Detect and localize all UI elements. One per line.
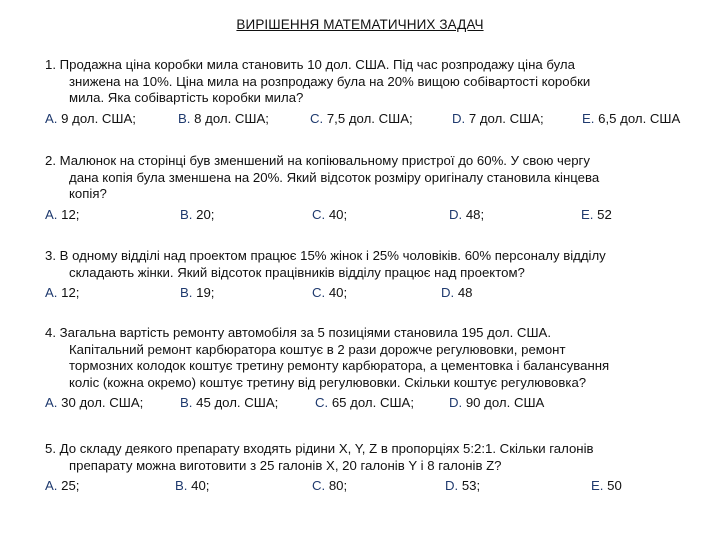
answer-b[interactable]: B. 8 дол. США; [178, 110, 269, 126]
question-text [45, 325, 695, 391]
problem-2 [45, 153, 695, 225]
question-line: дана копія була зменшена на 20%. Який відсоток розміру оригіналу становила кінцева [69, 169, 600, 185]
question-line: Капітальний ремонт карбюратора коштує в 2 рази дорожче регулювовки, ремонт [69, 341, 566, 357]
answer-b[interactable]: B. 40; [175, 478, 210, 493]
answer-b[interactable]: B. 45 дол. США; [180, 395, 279, 410]
answer-a[interactable]: A. 30 дол. США; [45, 395, 144, 410]
answer-a[interactable]: A. 12; [45, 206, 80, 222]
answer-c[interactable]: C. 65 дол. США; [315, 395, 415, 410]
question-line: мила. Яка собівартість коробки мила? [69, 90, 304, 105]
answer-b[interactable]: B. 19; [180, 285, 215, 300]
problem-5 [45, 441, 695, 496]
question-line: препарату можна виготовити з 25 галонів X, 20 галонів Y і 8 галонів Z? [69, 457, 502, 473]
problem-3 [45, 248, 695, 303]
question-line: 5. До складу деякого препарату входять рідини X, Y, Z в пропорціях 5:2:1. Скільки галонів [45, 441, 594, 456]
answer-d[interactable]: D. 48; [449, 206, 485, 222]
question-line: 4. Загальна вартість ремонту автомобіля за 5 позиціями становила 195 дол. США. [45, 325, 551, 340]
answer-c[interactable]: C. 40; [312, 285, 348, 300]
answer-c[interactable]: C. 40; [312, 206, 348, 222]
answer-e[interactable]: E. 52 [581, 206, 612, 222]
answer-a[interactable]: A. 9 дол. США; [45, 110, 136, 126]
question-text [45, 153, 695, 203]
answer-c[interactable]: C. 80; [312, 478, 348, 493]
answer-d[interactable]: D. 7 дол. США; [452, 110, 544, 126]
answer-options [45, 395, 695, 413]
answer-options [45, 207, 695, 225]
page-title: ВИРІШЕННЯ МАТЕМАТИЧНИХ ЗАДАЧ [236, 17, 484, 32]
question-line: складають жінки. Який відсоток працівників відділу працює над проектом? [69, 264, 525, 280]
answer-a[interactable]: A. 12; [45, 285, 80, 300]
answer-e[interactable]: E. 6,5 дол. США [582, 110, 681, 126]
answer-a[interactable]: A. 25; [45, 478, 80, 493]
answer-d[interactable]: D. 48 [441, 285, 473, 300]
question-text [45, 441, 695, 474]
question-line: 2. Малюнок на сторінці був зменшений на копіювальному пристрої до 60%. У свою чергу [45, 153, 590, 168]
question-line: знижена на 10%. Ціна мила на розпродажу була на 20% вищою собівартості коробки [69, 73, 591, 89]
answer-options [45, 285, 695, 303]
problem-4 [45, 325, 695, 413]
question-line: коліс (кожна окремо) коштує третину від регулювовки. Скільки коштує регулювовка? [69, 374, 587, 390]
answer-d[interactable]: D. 90 дол. США [449, 395, 545, 410]
answer-options [45, 111, 695, 129]
question-text [45, 57, 695, 107]
question-text [45, 248, 695, 281]
question-line: 1. Продажна ціна коробки мила становить 10 дол. США. Під час розпродажу ціна була [45, 57, 575, 72]
answer-b[interactable]: B. 20; [180, 206, 215, 222]
question-line: 3. В одному відділі над проектом працює 15% жінок і 25% чоловіків. 60% персоналу відділу [45, 248, 606, 263]
answer-options [45, 478, 695, 496]
question-line: тормозних колодок коштує третину ремонту карбюратора, а цементовка і балансування [69, 358, 610, 373]
answer-e[interactable]: E. 50 [591, 478, 622, 493]
problem-1 [45, 57, 695, 129]
answer-d[interactable]: D. 53; [445, 478, 481, 493]
question-line: копія? [69, 186, 107, 201]
answer-c[interactable]: C. 7,5 дол. США; [310, 110, 413, 126]
